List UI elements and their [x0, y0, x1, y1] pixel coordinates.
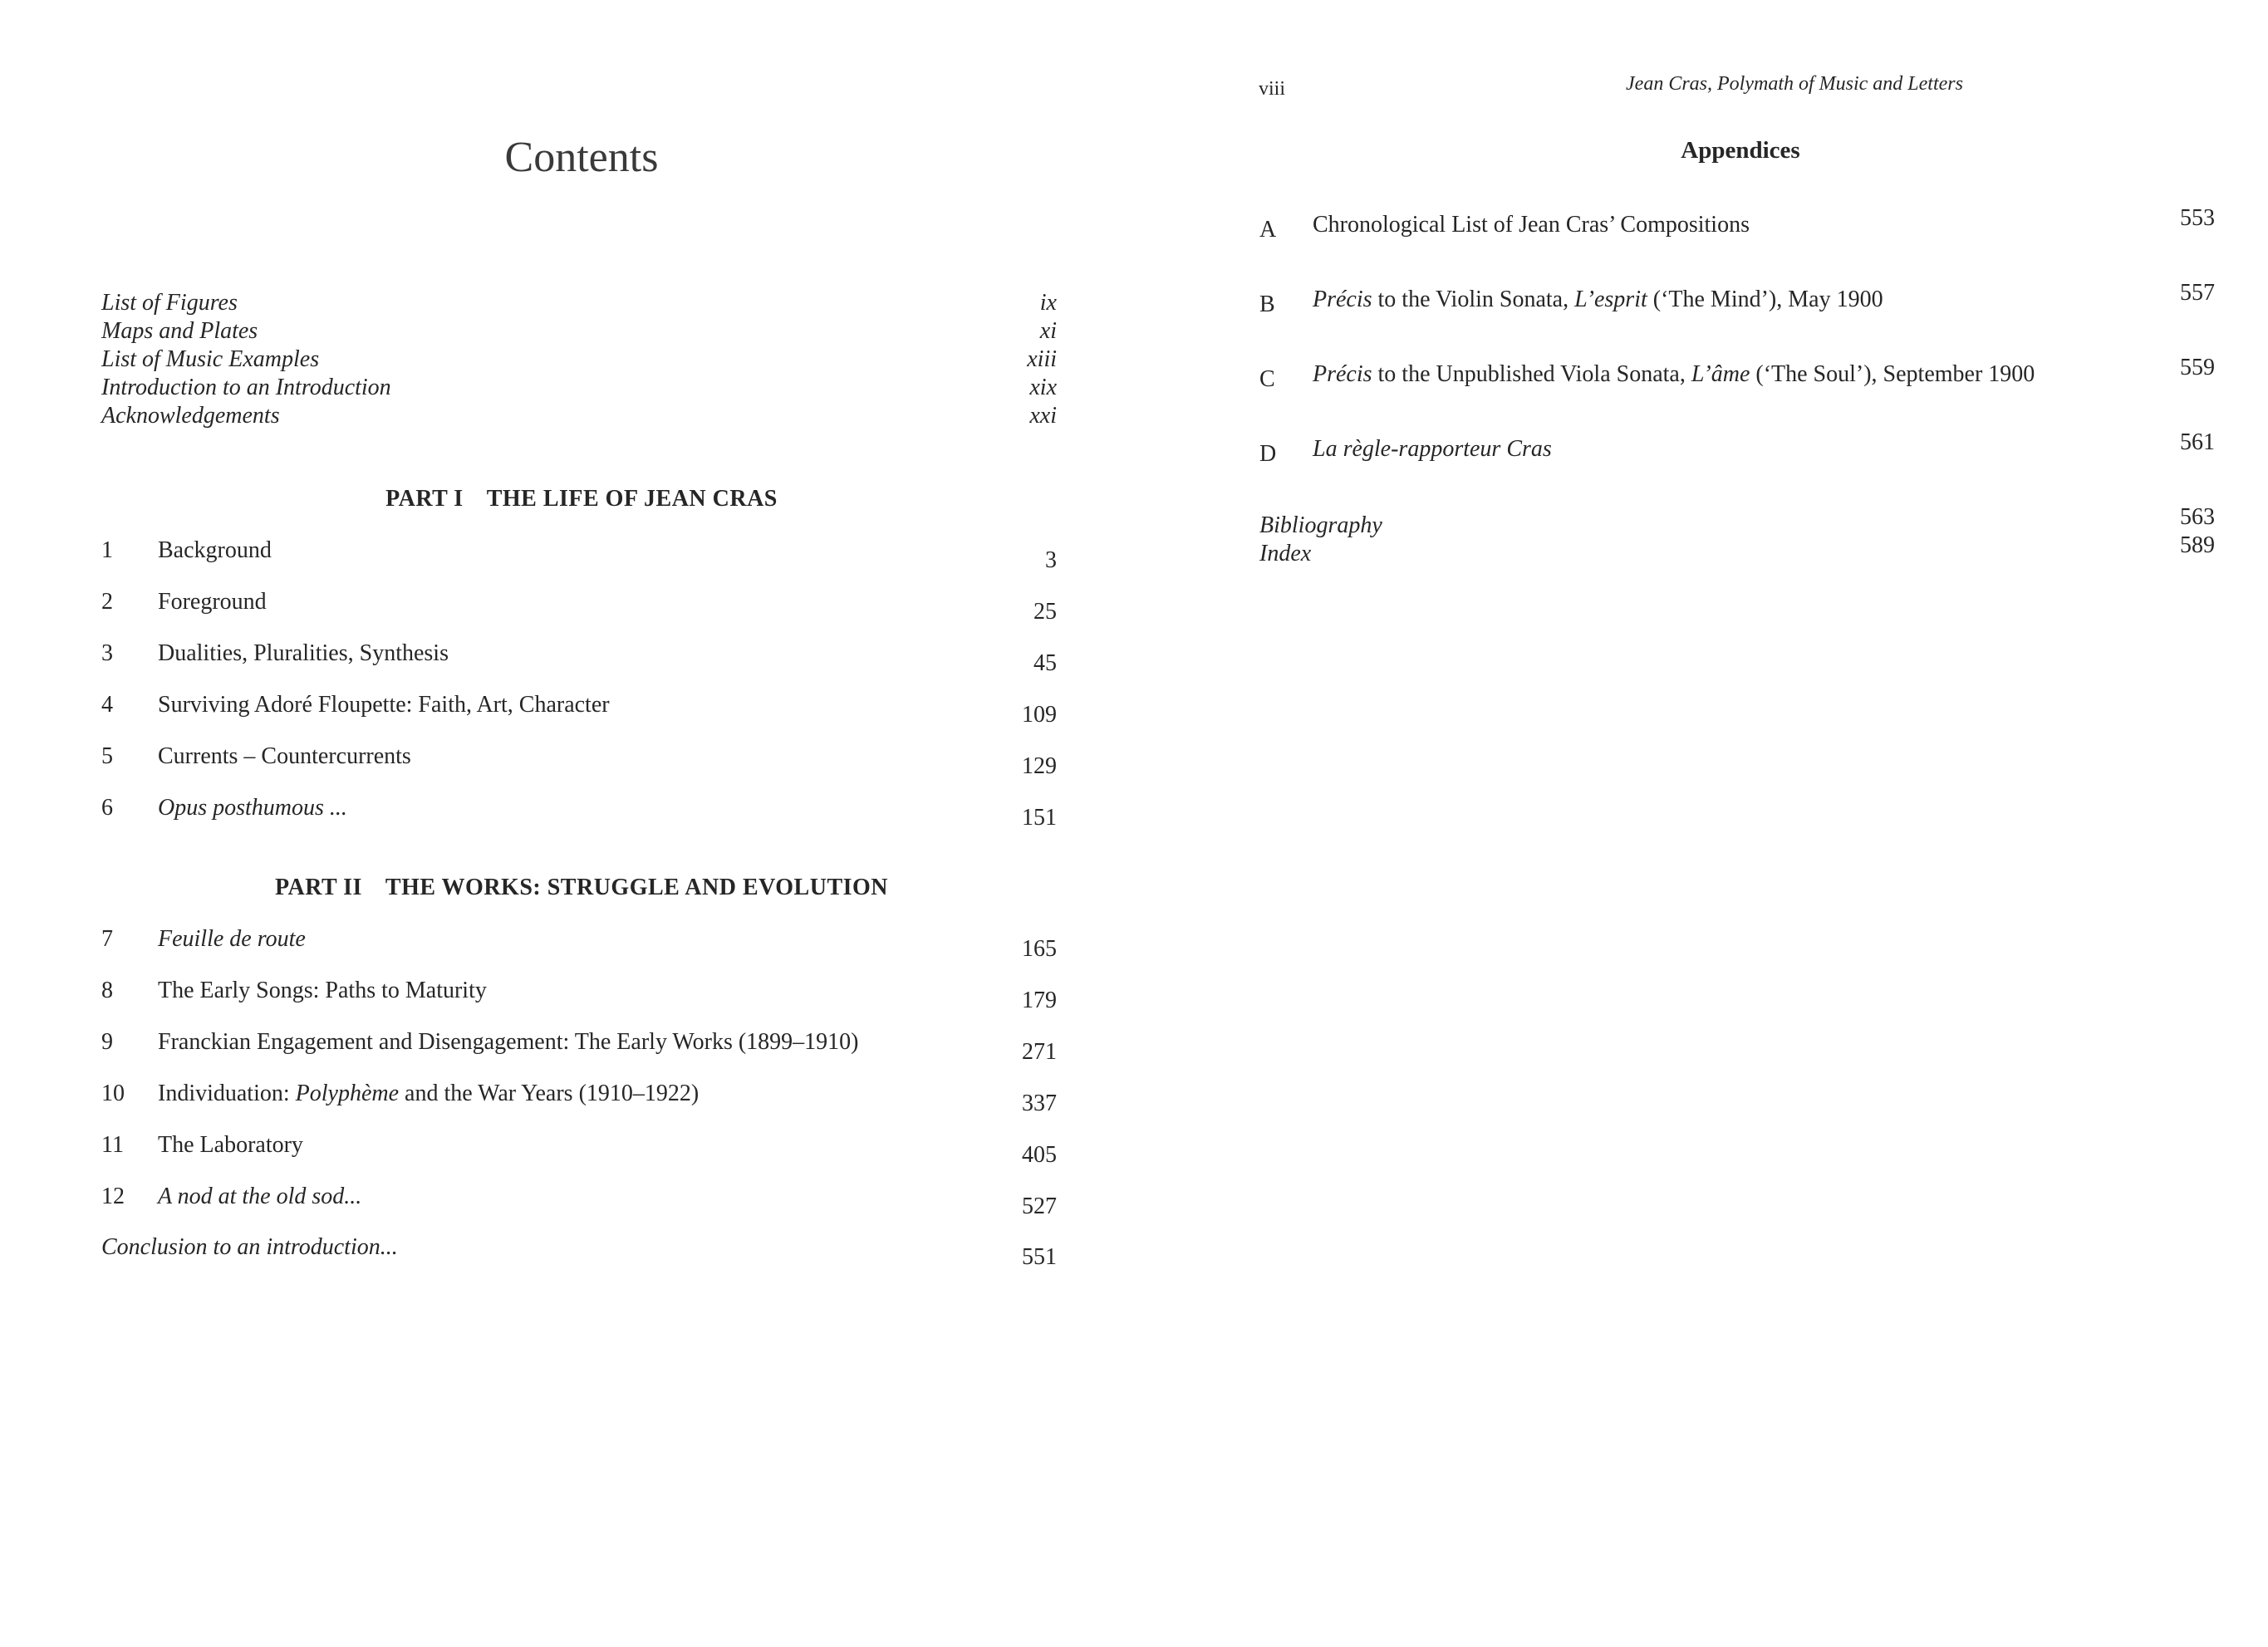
chapter-page: 3 — [1045, 547, 1057, 573]
front-matter-title: List of Figures — [101, 290, 238, 316]
chapter-title — [158, 1080, 699, 1108]
appendices-list — [1259, 205, 2215, 510]
back-matter-title: Index — [1259, 541, 1312, 566]
appendix-title: Chronological List of Jean Cras’ Compositions — [1313, 212, 1750, 238]
chapter-title: Opus posthumous ... — [158, 795, 347, 821]
chapter-title-italic: Polyphème — [295, 1081, 400, 1106]
chapter-row — [101, 1183, 1057, 1234]
chapter-number: 8 — [101, 978, 113, 1003]
appendix-letter: A — [1259, 217, 1277, 243]
appendix-title-part: to the Violin Sonata, — [1372, 287, 1575, 312]
appendix-title — [1313, 360, 2035, 389]
front-matter-item — [101, 374, 1057, 402]
chapter-row — [101, 743, 1057, 794]
chapter-page: 165 — [1022, 936, 1057, 962]
part-2-chapter-list — [101, 925, 1057, 1234]
chapter-title: Surviving Adoré Floupette: Faith, Art, Character — [158, 692, 610, 718]
chapter-row — [101, 588, 1057, 640]
front-matter-page: xi — [1039, 318, 1057, 344]
chapter-page: 25 — [1033, 599, 1057, 625]
chapter-number: 7 — [101, 926, 113, 952]
chapter-number: 5 — [101, 743, 113, 769]
front-matter-item — [101, 346, 1057, 374]
back-matter-item — [1259, 532, 2215, 566]
appendix-letter: C — [1259, 366, 1275, 392]
appendix-row — [1259, 205, 2215, 286]
appendix-title-italic: L’esprit — [1574, 287, 1647, 312]
chapter-title: A nod at the old sod... — [158, 1184, 362, 1209]
back-matter-title: Bibliography — [1259, 512, 1382, 538]
chapter-number: 4 — [101, 692, 113, 718]
conclusion-title: Conclusion to an introduction... — [101, 1234, 398, 1260]
chapter-title: Feuille de route — [158, 926, 306, 952]
appendices-heading: Appendices — [1681, 137, 1800, 164]
front-matter-title: Introduction to an Introduction — [101, 375, 391, 400]
appendix-title: La règle-rapporteur Cras — [1313, 436, 1552, 462]
part-title: THE LIFE OF JEAN CRAS — [486, 486, 778, 512]
page-folio: viii — [1259, 78, 1286, 100]
chapter-title-part: and the War Years (1910–1922) — [399, 1081, 700, 1106]
chapter-row — [101, 1080, 1057, 1131]
appendix-row — [1259, 355, 2215, 435]
part-1-heading — [0, 486, 1163, 512]
front-matter-title: Acknowledgements — [101, 403, 280, 429]
front-matter-item — [101, 402, 1057, 430]
chapter-title: The Laboratory — [158, 1132, 303, 1158]
front-matter-list — [101, 289, 1057, 430]
chapter-page: 337 — [1022, 1091, 1057, 1116]
appendix-row — [1259, 280, 2215, 360]
chapter-row — [101, 691, 1057, 743]
chapter-title: The Early Songs: Paths to Maturity — [158, 978, 487, 1003]
chapter-page: 271 — [1022, 1039, 1057, 1065]
front-matter-page: xxi — [1029, 403, 1057, 429]
chapter-title: Background — [158, 537, 272, 563]
appendix-title-italic: Précis — [1313, 361, 1372, 387]
conclusion-row — [101, 1234, 1057, 1270]
chapter-page: 109 — [1022, 702, 1057, 728]
chapter-page: 179 — [1022, 988, 1057, 1013]
front-matter-page: xix — [1029, 375, 1057, 400]
conclusion-page: 551 — [1022, 1244, 1057, 1270]
chapter-number: 3 — [101, 640, 113, 666]
part-label: PART II — [274, 875, 362, 900]
front-matter-item — [101, 317, 1057, 346]
chapter-title: Franckian Engagement and Disengagement: The Early Works (1899–1910) — [158, 1029, 859, 1055]
back-matter-item — [1259, 504, 2215, 538]
part-label: PART I — [385, 486, 464, 512]
running-title: Jean Cras, Polymath of Music and Letters — [1626, 73, 1963, 95]
appendix-page: 561 — [2180, 429, 2215, 455]
chapter-row — [101, 640, 1057, 691]
chapter-title: Currents – Countercurrents — [158, 743, 411, 769]
chapter-title: Foreground — [158, 589, 267, 615]
chapter-row — [101, 537, 1057, 588]
chapter-title: Dualities, Pluralities, Synthesis — [158, 640, 449, 666]
chapter-page: 45 — [1033, 650, 1057, 676]
part-2-heading — [0, 875, 1163, 901]
chapter-number: 6 — [101, 795, 113, 821]
front-matter-item — [101, 289, 1057, 317]
back-matter-list — [1259, 504, 2215, 566]
appendix-title-part: (‘The Mind’), May 1900 — [1647, 287, 1883, 312]
appendix-title-italic: L’âme — [1691, 361, 1750, 387]
chapter-number: 2 — [101, 589, 113, 615]
chapter-page: 527 — [1022, 1194, 1057, 1219]
appendix-page: 559 — [2180, 355, 2215, 380]
back-matter-page: 589 — [2180, 532, 2215, 558]
front-matter-page: ix — [1039, 290, 1057, 316]
chapter-row — [101, 977, 1057, 1028]
chapter-row — [101, 1028, 1057, 1080]
part-1-chapter-list — [101, 537, 1057, 846]
appendix-row — [1259, 429, 2215, 510]
chapter-number: 11 — [101, 1132, 124, 1158]
chapter-row — [101, 1131, 1057, 1183]
contents-title: Contents — [504, 134, 659, 181]
chapter-page: 129 — [1022, 753, 1057, 779]
chapter-number: 1 — [101, 537, 113, 563]
chapter-number: 9 — [101, 1029, 113, 1055]
chapter-row — [101, 794, 1057, 846]
appendix-page: 553 — [2180, 205, 2215, 231]
front-matter-title: List of Music Examples — [101, 346, 320, 372]
front-matter-page: xiii — [1027, 346, 1057, 372]
appendix-title — [1313, 286, 1883, 314]
appendix-title-part: to the Unpublished Viola Sonata, — [1372, 361, 1691, 387]
front-matter-title: Maps and Plates — [101, 318, 258, 344]
appendix-title-italic: Précis — [1313, 287, 1372, 312]
appendix-title-part: (‘The Soul’), September 1900 — [1750, 361, 2035, 387]
chapter-number: 12 — [101, 1184, 125, 1209]
chapter-title-part: Individuation: — [158, 1081, 296, 1106]
part-title: THE WORKS: STRUGGLE AND EVOLUTION — [385, 875, 889, 900]
appendix-letter: B — [1259, 292, 1275, 317]
chapter-row — [101, 925, 1057, 977]
back-matter-page: 563 — [2180, 504, 2215, 530]
right-page — [1134, 0, 2268, 1647]
chapter-number: 10 — [101, 1081, 125, 1106]
chapter-page: 151 — [1022, 805, 1057, 831]
appendix-letter: D — [1259, 441, 1277, 467]
appendix-page: 557 — [2180, 280, 2215, 306]
chapter-page: 405 — [1022, 1142, 1057, 1168]
